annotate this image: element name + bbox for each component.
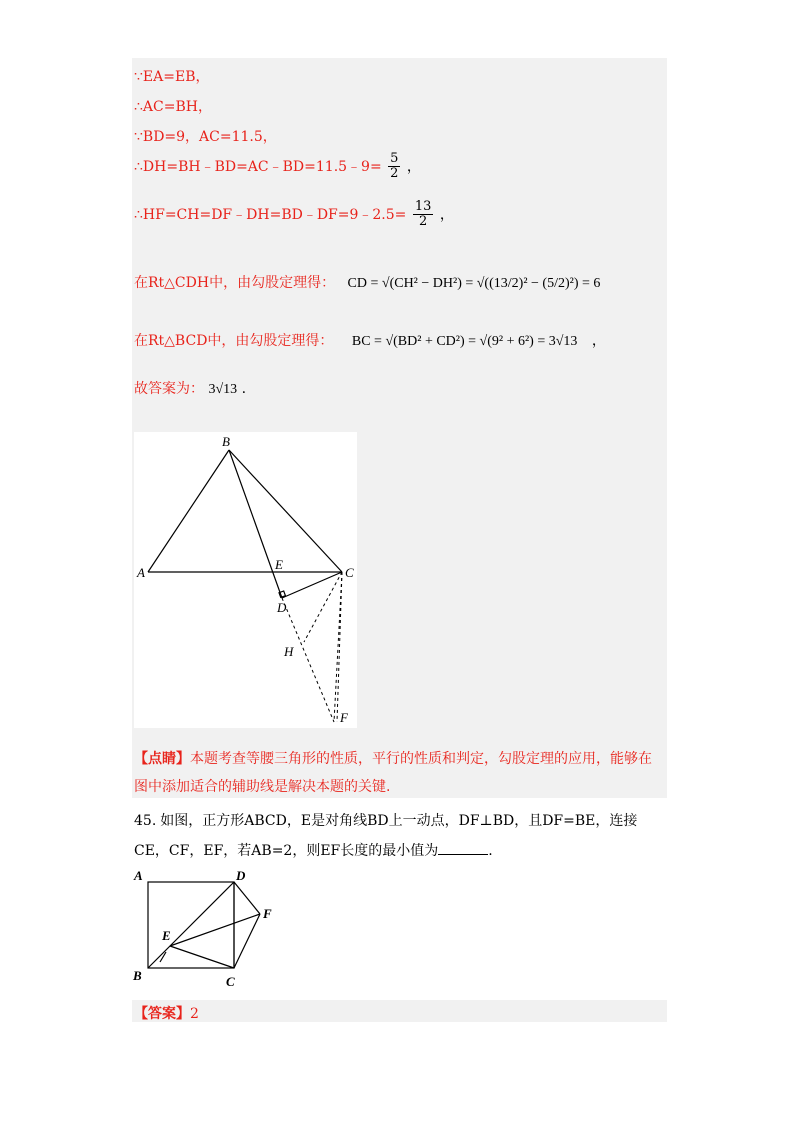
fraction-5-2: $\frac{5}{2}$ (390, 151, 399, 182)
problem-line-2: CE，CF，EF，若AB=2，则EF长度的最小值为 . (134, 843, 493, 859)
label-a: A (137, 565, 145, 580)
label-e: E (162, 928, 171, 943)
label-c: C (226, 974, 235, 989)
label-h: H (284, 644, 294, 659)
label-e: E (275, 557, 283, 572)
segment-df (234, 882, 260, 914)
triangle-figure-1 (134, 432, 357, 728)
solution-line-6: 在Rt△CDH中，由勾股定理得： CD = √(CH² − DH²) = √((13/2)² − (5/2)²) = 6 (134, 275, 601, 291)
answer-blank (438, 842, 488, 855)
pythagoras-formula-bcd: BC = √(BD² + CD²) = √(9² + 6²) = 3√13 (351, 334, 578, 349)
answer-line: 【答案】2 (134, 1006, 199, 1022)
solution-line-2: ∴AC=BH， (134, 99, 212, 115)
segment-cf-dashed (337, 572, 342, 722)
segment-dc (282, 572, 342, 598)
solution-line-5: ∴HF=CH=DF﹣DH=BD﹣DF=9﹣2.5= $\frac{13}{2}$ ， (134, 199, 454, 230)
solution-line-1: ∵EA=EB， (134, 69, 210, 85)
label-b: B (133, 968, 142, 983)
label-b: B (222, 434, 230, 449)
label-d: D (277, 600, 287, 615)
label-f: F (340, 710, 348, 725)
answer-formula: 3√13 (208, 382, 238, 397)
answer-background (132, 1000, 667, 1022)
label-a: A (134, 868, 143, 883)
comment-line-2: 图中添加适合的辅助线是解决本题的关键. (134, 779, 391, 795)
segment-bc (229, 450, 342, 572)
pythagoras-formula-cdh: CD = √(CH² − DH²) = √((13/2)² − (5/2)²) = 6 (347, 276, 601, 291)
segment-df-dashed (282, 598, 334, 722)
segment-ab (148, 450, 229, 572)
solution-line-8: 故答案为： 3√13 . (134, 381, 247, 397)
solution-line-4: ∴DH=BH﹣BD=AC﹣BD=11.5﹣9= $\frac{5}{2}$ ， (134, 151, 421, 182)
right-angle-mark (279, 591, 285, 597)
segment-ch-dashed (304, 572, 342, 642)
square-figure-2 (130, 866, 280, 991)
diagonal-bd (148, 882, 234, 968)
fraction-13-2: $\frac{13}{2}$ (414, 199, 432, 230)
solution-line-7: 在Rt△BCD中，由勾股定理得： BC = √(BD² + CD²) = √(9² + 6²) = 3√13 ， (134, 333, 606, 349)
segment-bd (229, 450, 282, 598)
comment-line-1: 【点睛】本题考查等腰三角形的性质，平行的性质和判定，勾股定理的应用，能够在 (134, 751, 652, 767)
label-d: D (236, 868, 246, 883)
solution-line-3: ∵BD=9，AC=11.5， (134, 129, 277, 145)
label-f: F (263, 906, 272, 921)
problem-line-1: 45. 如图，正方形ABCD，E是对角线BD上一动点，DF⊥BD，且DF=BE，连接 (134, 813, 638, 829)
label-c: C (345, 565, 354, 580)
segment-ce (170, 946, 234, 968)
